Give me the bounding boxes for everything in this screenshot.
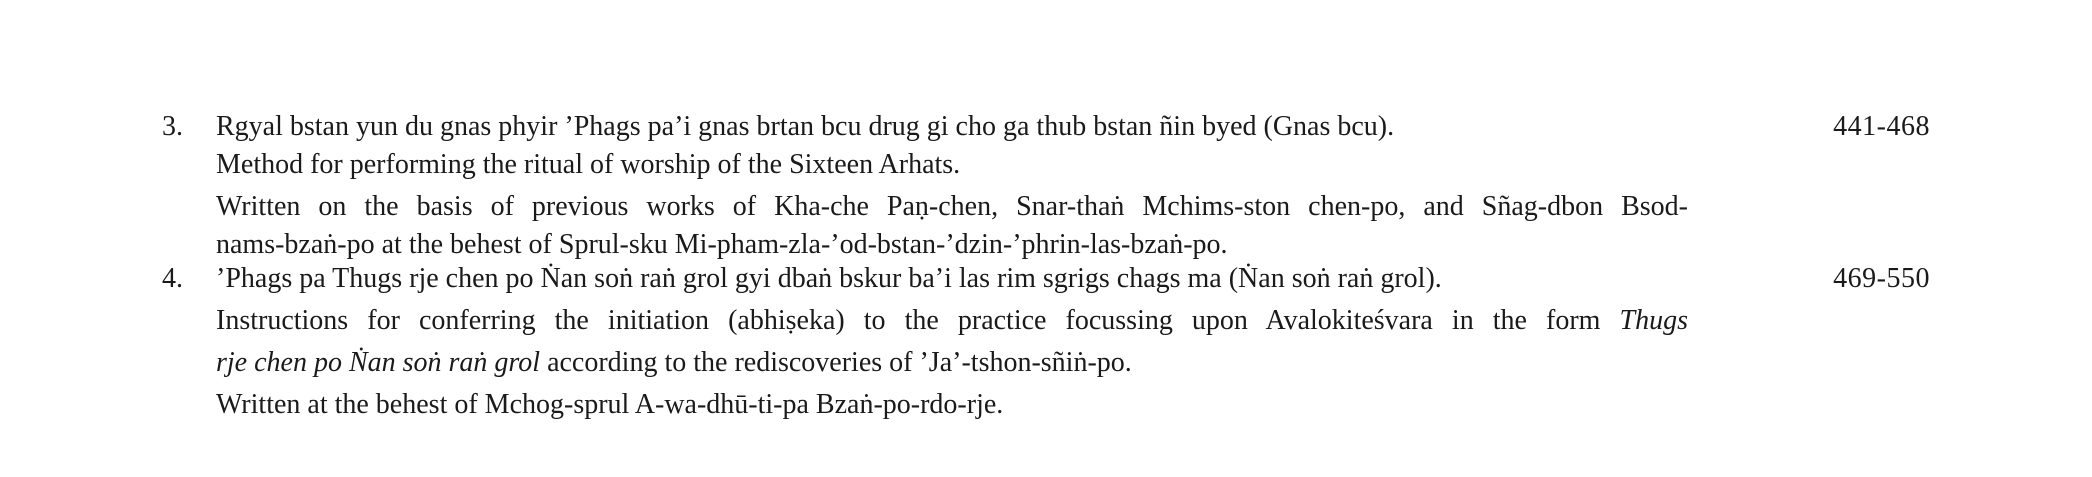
entry-note-line-2: nams-bzaṅ-po at the behest of Sprul-sku Mi-pham-zla-’od-bstan-’dzin-’phrin-las-bzaṅ-po. xyxy=(216,229,1228,260)
entry-title: ’Phags pa Thugs rje chen po Ṅan soṅ raṅ grol gyi dbaṅ bskur ba’i las rim sgrigs chags ma (Ṅan soṅ raṅ grol). xyxy=(216,263,1442,294)
entry-body xyxy=(216,260,1688,424)
entry-description-line-1 xyxy=(216,302,1688,340)
entry-number: 3. xyxy=(162,111,183,142)
description-italic-term: rje chen po Ṅan soṅ raṅ grol xyxy=(216,347,541,378)
entry-body xyxy=(216,108,1688,264)
entry-note-line-1: Written on the basis of previous works of Kha-che Paṇ-chen, Snar-thaṅ Mchims-ston chen-po, and Sñag-dbon Bsod- xyxy=(216,191,1688,222)
entry-page-range: 441-468 xyxy=(1833,111,1930,142)
entry-title: Rgyal bstan yun du gnas phyir ’Phags pa’i gnas brtan bcu drug gi cho ga thub bstan ñin byed (Gnas bcu). xyxy=(216,111,1395,142)
description-text: according to the rediscoveries of ’Ja’-tshon-sñiṅ-po. xyxy=(540,347,1132,378)
description-text: Instructions for conferring the initiation (abhiṣeka) to the practice focussing upon Avalokiteśvara in the form xyxy=(216,305,1601,336)
entry-description-line-2 xyxy=(216,344,1688,382)
entry-page-range: 469-550 xyxy=(1833,263,1930,294)
entry-note: Written at the behest of Mchog-sprul A-wa-dhū-ti-pa Bzaṅ-po-rdo-rje. xyxy=(216,389,1004,420)
entry-number: 4. xyxy=(162,263,183,294)
entry-description: Method for performing the ritual of worship of the Sixteen Arhats. xyxy=(216,149,961,180)
description-italic-term: Thugs xyxy=(1619,305,1689,336)
